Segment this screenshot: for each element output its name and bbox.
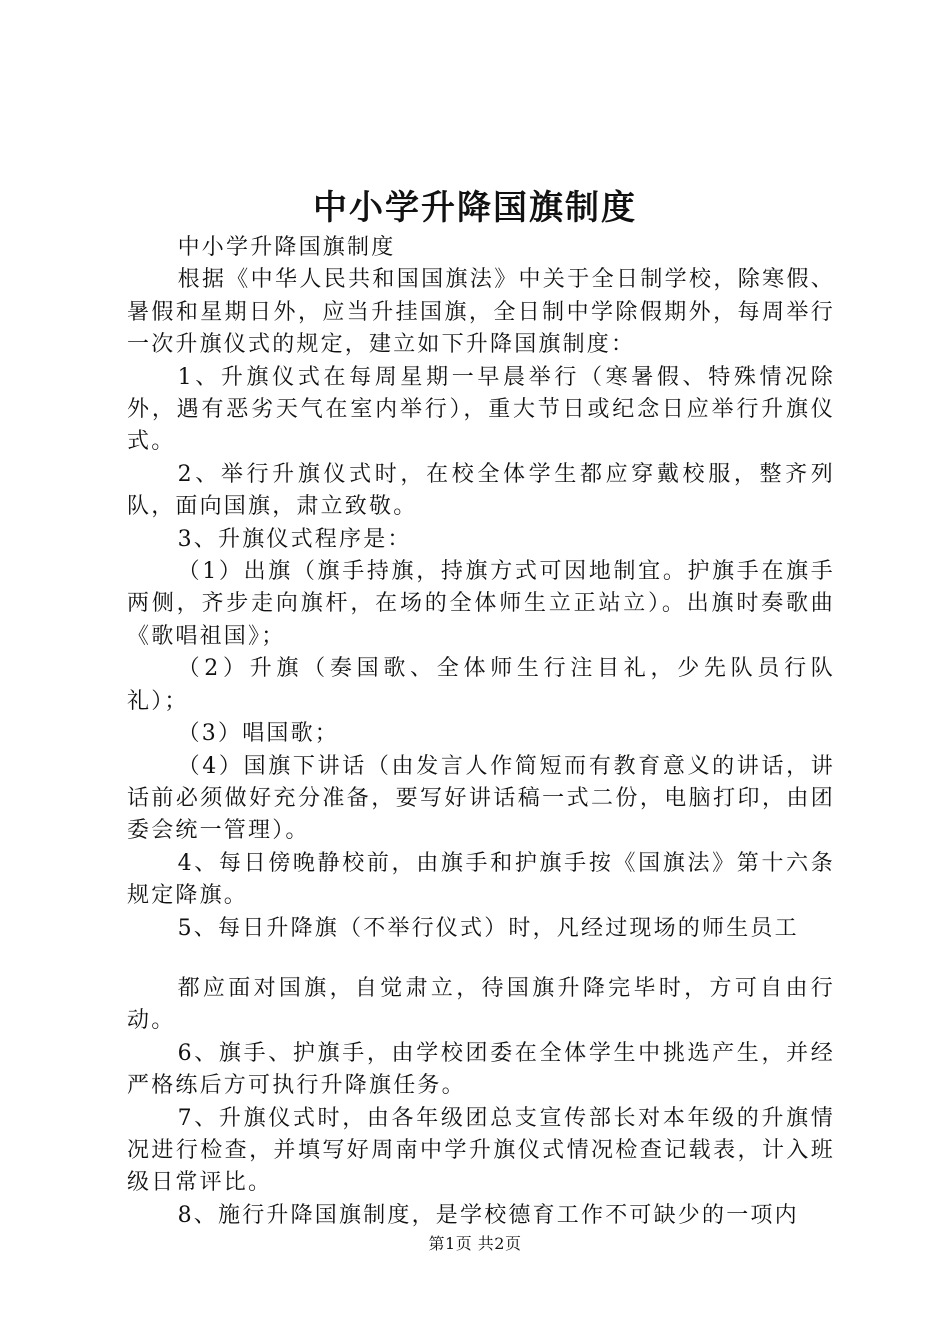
rule-item-5-continued: 都应面对国旗，自觉肃立，待国旗升降完毕时，方可自由行动。 [127,975,835,1034]
rule-item-6: 6、旗手、护旗手，由学校团委在全体学生中挑选产生，并经严格练后方可执行升降旗任务。 [127,1040,835,1099]
rule-item-2: 2、举行升旗仪式时，在校全体学生都应穿戴校服，整齐列队，面向国旗，肃立致敬。 [127,461,835,520]
paragraph-gap [127,945,835,973]
procedure-step-4: （4）国旗下讲话（由发言人作简短而有教育意义的讲话，讲话前必须做好充分准备，要写好讲话稿一式二份，电脑打印，由团委会统一管理）。 [127,753,835,844]
intro-paragraph: 根据《中华人民共和国国旗法》中关于全日制学校，除寒假、暑假和星期日外，应当升挂国旗，全日制中学除假期外，每周举行一次升旗仪式的规定，建立如下升降国旗制度： [127,267,835,358]
rule-item-8: 8、施行升降国旗制度，是学校德育工作不可缺少的一项内 [177,1202,799,1228]
document-body [127,232,835,1232]
page-number-footer: 第1页 共2页 [428,1234,522,1253]
rule-item-4: 4、每日傍晚静校前，由旗手和护旗手按《国旗法》第十六条规定降旗。 [127,850,835,909]
rule-item-7: 7、升旗仪式时，由各年级团总支宣传部长对本年级的升旗情况进行检查，并填写好周南中学升旗仪式情况检查记载表，计入班级日常评比。 [127,1105,835,1196]
rule-item-3: 3、升旗仪式程序是： [177,526,412,552]
document-title: 中小学升降国旗制度 [313,188,637,228]
procedure-step-3: （3）唱国歌； [177,721,339,747]
procedure-step-1: （1）出旗（旗手持旗，持旗方式可因地制宜。护旗手在旗手两侧，齐步走向旗杆，在场的全体师生立正站立）。出旗时奏歌曲《歌唱祖国》； [127,559,835,649]
rule-item-5: 5、每日升降旗（不举行仪式）时，凡经过现场的师生员工 [177,915,799,941]
subtitle-paragraph: 中小学升降国旗制度 [177,235,396,260]
rule-item-1: 1、升旗仪式在每周星期一早晨举行（寒暑假、特殊情况除外，遇有恶劣天气在室内举行），重大节日或纪念日应举行升旗仪式。 [127,364,835,455]
procedure-step-2: （2）升旗（奏国歌、全体师生行注目礼，少先队员行队礼）； [127,656,835,714]
